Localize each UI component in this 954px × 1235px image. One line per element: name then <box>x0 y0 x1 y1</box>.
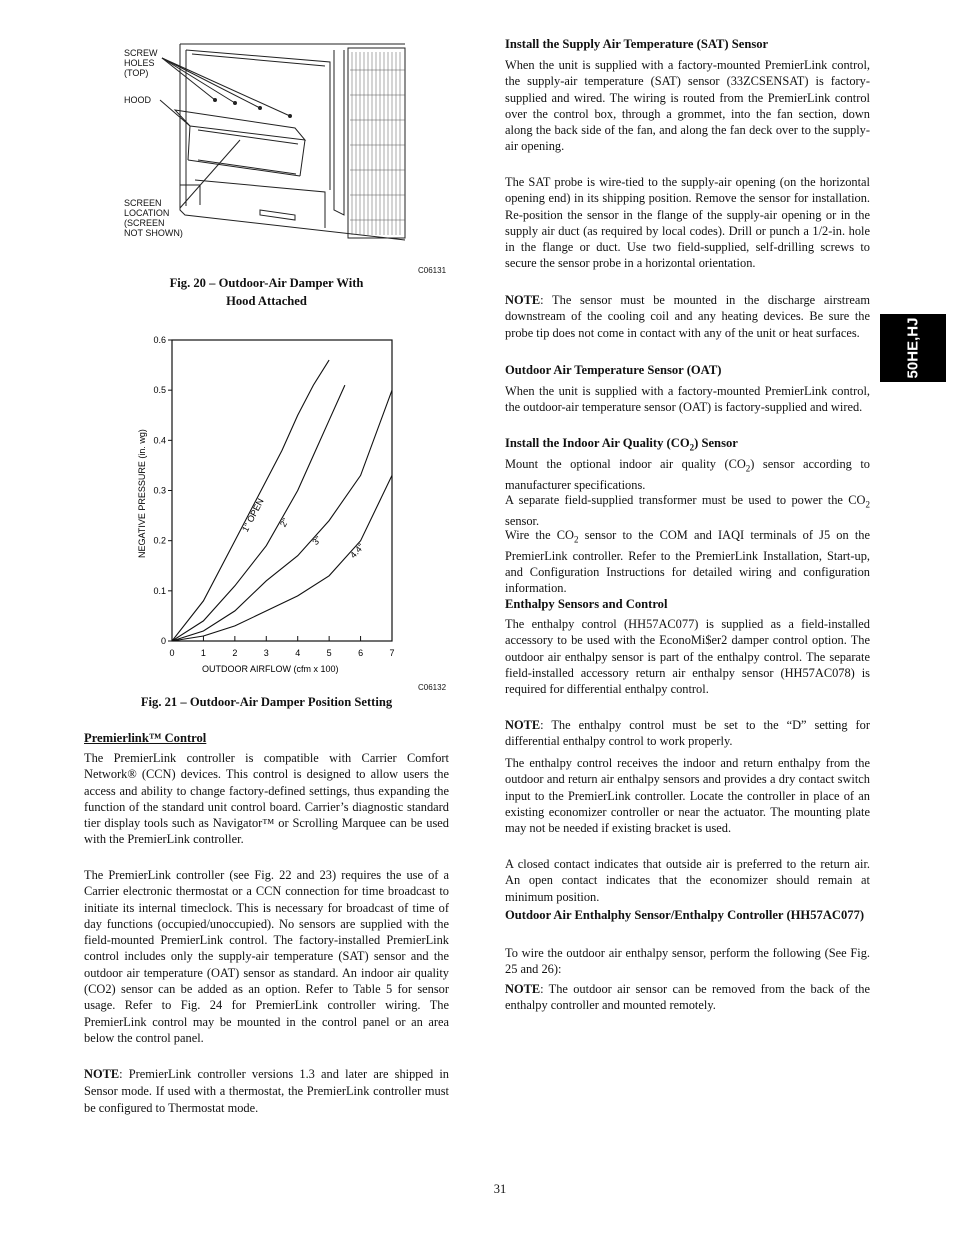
premierlink-controller-paragraph: The PremierLink controller (see Fig. 22 and 23) requires the use of a Carrier electronic thermostat or a CCN connection for time broadcast to initiate its internal timeclock. This is necessary for broadcast of time of day functions (occupied/unoccupied). No sensors are supplied with the field-mounted PremierLink control. The factory-installed PremierLink control includes only the supply-air temperature (SAT) sensor and the outdoor air temperature (OAT) sensor as standard. An indoor air quality (CO2) sensor can be added as an option. Refer to Table 5 for sensor usage. Refer to Fig. 24 for PremierLink controller wiring. The PremierLink control may be mounted in the control panel or an area below the control panel. <box>84 868 449 1045</box>
y-tick-label: 0.2 <box>153 535 166 546</box>
series-line-4 <box>172 475 392 641</box>
fig21-code: C06132 <box>418 683 447 692</box>
hood-label: HOOD <box>124 95 151 105</box>
page-number: 31 <box>493 1182 507 1196</box>
y-tick-label: 0 <box>160 636 166 646</box>
x-tick-label: 1 <box>200 648 206 658</box>
x-tick-label: 6 <box>358 648 364 658</box>
x-tick-label: 3 <box>263 648 269 658</box>
sat-sensor-paragraph-1: When the unit is supplied with a factory-mounted PremierLink control, the supply-air temperature (SAT) sensor (33ZCSENSAT) is factory-supplied and wired. The wiring is routed from the PremierLink control over the control box, through a grommet, into the fan section, down along the back side of the fan, and along the fan deck over to the supply-air opening. <box>505 58 870 154</box>
oat-sensor-paragraph: When the unit is supplied with a factory-mounted PremierLink control, the outdoor-air temperature sensor (OAT) is factory-supplied and wired. <box>505 384 870 415</box>
sat-sensor-heading: Install the Supply Air Temperature (SAT) Sensor <box>505 37 769 51</box>
x-tick-label: 4 <box>295 648 301 658</box>
enthalpy-paragraph-1: The enthalpy control (HH57AC077) is supplied as a field-installed accessory to be used with the EconoMi$er2 damper control option. The outdoor air enthalpy sensor is part of the enthalpy control. The separate field-installed accessory return air enthalpy sensor (HH57AC078) is required for differential enthalpy control. <box>505 617 870 697</box>
oa-enthalpy-note: NOTE: The outdoor air sensor can be removed from the back of the enthalpy controller and mounted remotely. <box>505 982 870 1013</box>
y-tick-label: 0.6 <box>153 335 166 345</box>
premierlink-heading: Premierlink™ Control <box>84 731 207 745</box>
screw-holes-label: SCREW HOLES (TOP) <box>124 48 158 78</box>
y-axis-label: NEGATIVE PRESSURE (in. wg) <box>137 429 147 558</box>
fig20-code: C06131 <box>418 266 447 275</box>
y-tick-label: 0.1 <box>153 585 166 596</box>
sat-sensor-note: NOTE: The sensor must be mounted in the discharge airstream downstream of the cooling coil and any heating devices. Be sure the probe tip does not come in contact with any of the unit or heat surfaces. <box>505 293 870 340</box>
enthalpy-heading: Enthalpy Sensors and Control <box>505 597 668 611</box>
x-tick-label: 5 <box>326 648 332 658</box>
fig21-caption: Fig. 21 – Outdoor-Air Damper Position Setting <box>140 695 393 709</box>
iaq-sensor-heading: Install the Indoor Air Quality $(CO_2)$ Sensor <box>505 436 738 453</box>
fig20-illustration <box>120 40 450 280</box>
series-label-4: 4.4" <box>348 541 366 561</box>
iaq-sensor-paragraph-2: A separate field-supplied transformer must be used to power the $CO_2$ sensor. <box>505 493 870 528</box>
sat-sensor-paragraph-2: The SAT probe is wire-tied to the supply-air opening (on the horizontal opening end) in its shipping position. Remove the sensor for installation. Re-position the sensor in the flange of the supply-air opening or in the supply air duct (as required by local codes). Drill or punch a 1/2-in. hole in the flange or duct. Use two field-supplied, self-drilling screws to secure the sensor probe in a horizontal orientation. <box>505 175 870 271</box>
premierlink-note: NOTE: PremierLink controller versions 1.3 and later are shipped in Sensor mode. If used with a thermostat, the PremierLink controller must be configured to Thermostat mode. <box>84 1067 449 1115</box>
damper-hood-drawing <box>120 40 450 280</box>
premierlink-intro-paragraph: The PremierLink controller is compatible with Carrier Comfort Network® (CCN) devices. This control is designed to allow users the access and ability to change factory-defined settings, thus expanding the function of the standard unit control board. Carrier’s diagnostic standard tier display tools such as Navigator™ or Scrolling Marquee can be used with the PremierLink controller. <box>84 751 449 847</box>
series-label-3: 3" <box>310 534 324 548</box>
x-tick-label: 7 <box>389 648 395 658</box>
enthalpy-paragraph-3: A closed contact indicates that outside air is preferred to the return air. An open contact indicates that the economizer should remain at minimum position. <box>505 857 870 904</box>
plot-frame <box>172 340 392 641</box>
iaq-sensor-paragraph-3: Wire the $CO_2$ sensor to the COM and IAQI terminals of J5 on the PremierLink controller. Refer to the PremierLink Installation, Start-up, and Configuration Instructions for detailed wiring and configuration information. <box>505 528 871 596</box>
x-axis-label: OUTDOOR AIRFLOW (cfm x 100) <box>202 664 339 674</box>
oat-sensor-heading: Outdoor Air Temperature Sensor (OAT) <box>505 363 722 377</box>
enthalpy-paragraph-2: The enthalpy control receives the indoor and return enthalpy from the outdoor and return air enthalpy sensors and provides a dry contact switch input to the PremierLink controller. Locate the controller in place of an existing economizer controller or near the actuator. The mounting plate may not be needed if existing bracket is used. <box>505 756 870 836</box>
oa-enthalpy-heading: Outdoor Air Enthalphy Sensor/Enthalpy Controller (HH57AC077) <box>505 908 865 922</box>
x-tick-label: 2 <box>232 648 238 658</box>
x-tick-label: 0 <box>169 648 175 658</box>
series-line-1 <box>172 360 329 641</box>
y-tick-label: 0.3 <box>153 485 166 496</box>
iaq-sensor-paragraph-1: Mount the optional indoor air quality $(CO_2)$ sensor according to manufacturer specifications. <box>505 457 870 492</box>
y-tick-label: 0.5 <box>153 385 166 396</box>
oa-enthalpy-paragraph: To wire the outdoor air enthalpy sensor, perform the following (See Fig. 25 and 26): <box>505 946 870 977</box>
model-side-tab: 50HE,HJ <box>880 314 946 382</box>
screen-location-label: SCREEN LOCATION (SCREEN NOT SHOWN) <box>124 198 183 238</box>
enthalpy-note: NOTE: The enthalpy control must be set to the “D” setting for differential enthalpy control to work properly. <box>505 718 870 749</box>
fig20-caption: Fig. 20 – Outdoor-Air Damper With Hood Attached <box>169 276 364 308</box>
y-tick-label: 0.4 <box>153 435 166 446</box>
series-label-2: 2" <box>277 516 291 529</box>
series-label-1: 1" OPEN <box>240 496 266 534</box>
damper-position-chart <box>120 330 420 680</box>
